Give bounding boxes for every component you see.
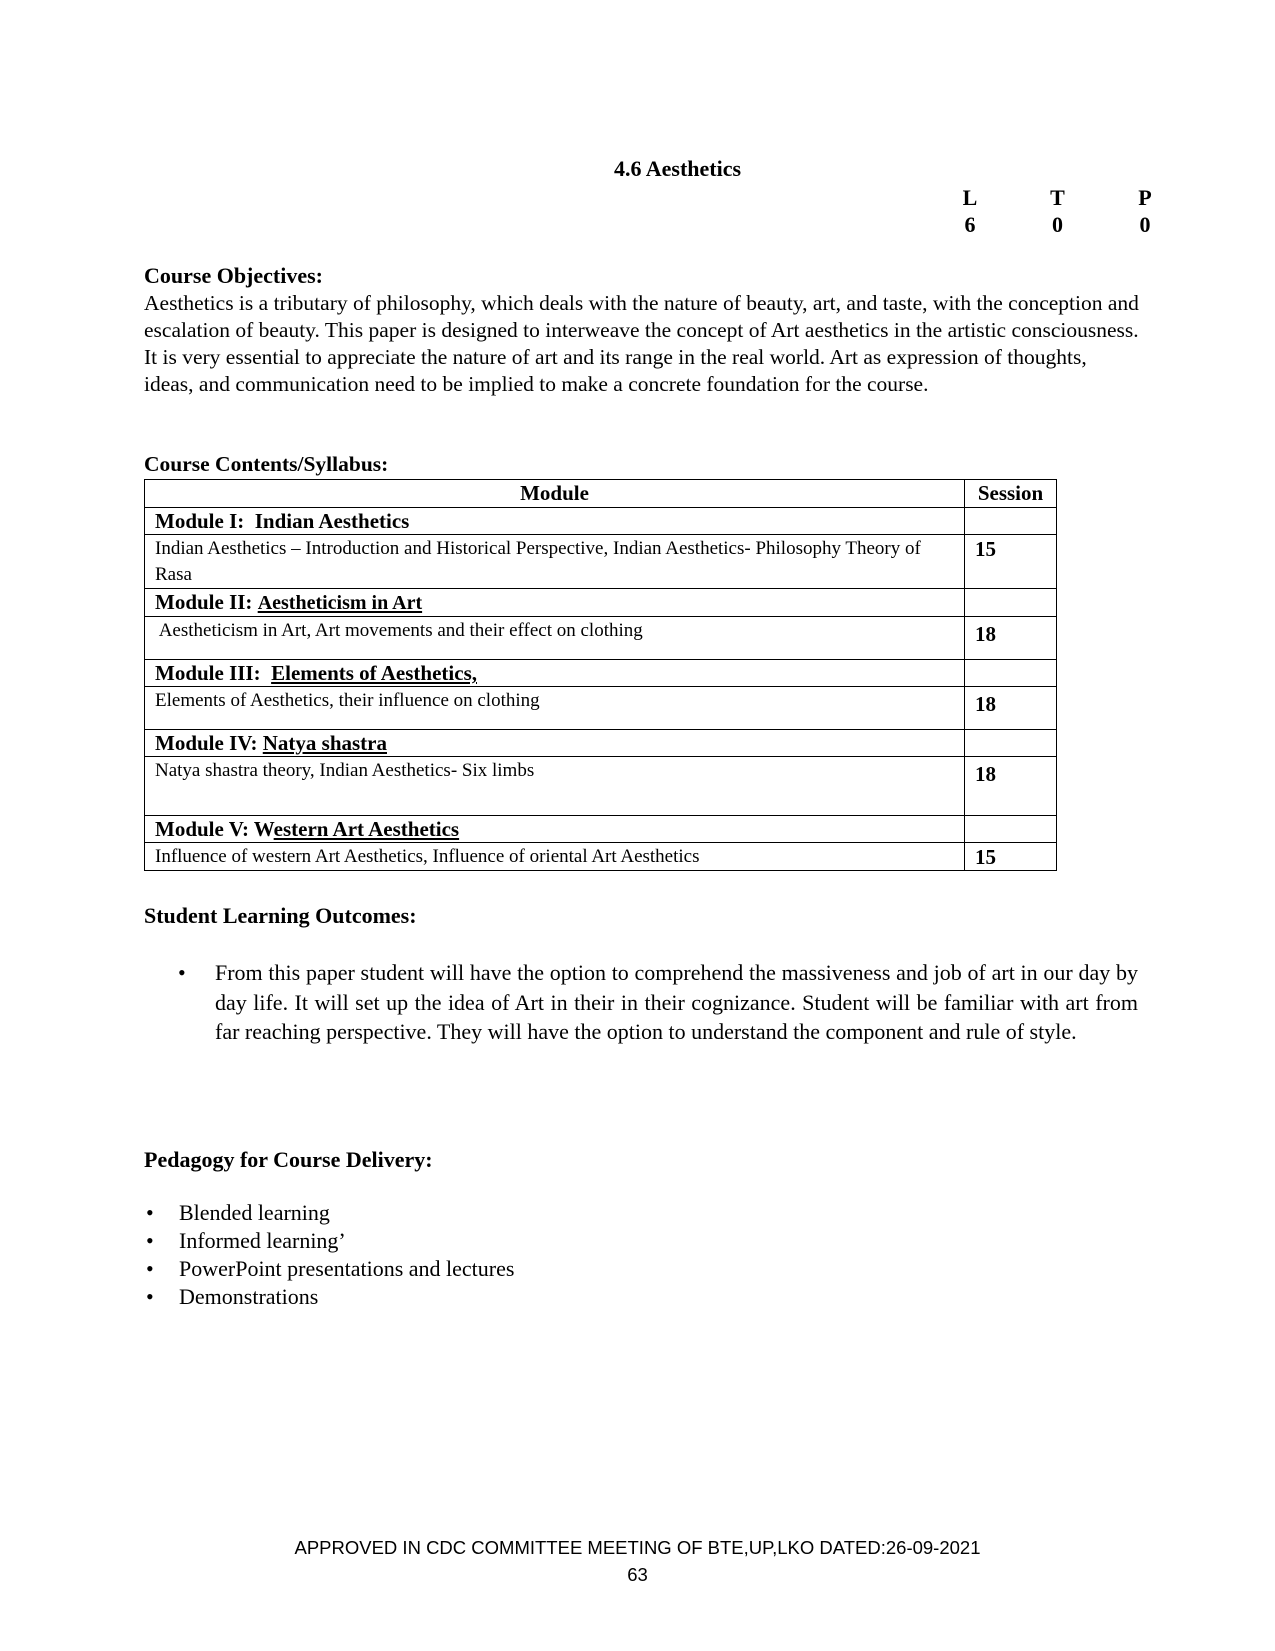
module-prefix: Module III: (155, 661, 272, 685)
pedagogy-list (144, 1199, 514, 1311)
module-detail-row (145, 757, 1057, 816)
module-title (145, 816, 965, 843)
ltp-header-p: P (1138, 185, 1152, 210)
module-detail-row (145, 687, 1057, 730)
ltp-header-t: T (1050, 185, 1065, 210)
module-name: Indian Aesthetics (254, 509, 410, 533)
module-title-row (145, 730, 1057, 757)
module-session: 15 (965, 535, 1057, 589)
module-description: Elements of Aesthetics, their influence on clothing (145, 687, 965, 730)
module-title-session-cell (965, 660, 1057, 687)
module-title-session-cell (965, 508, 1057, 535)
list-item (144, 1227, 514, 1255)
module-column-header: Module (145, 480, 965, 508)
module-title (145, 730, 965, 757)
list-item (144, 1255, 514, 1283)
objectives-heading: Course Objectives: (144, 263, 324, 288)
bullet-icon: • (178, 960, 186, 985)
module-description: Natya shastra theory, Indian Aesthetics- Six limbs (145, 757, 965, 816)
module-title-session-cell (965, 730, 1057, 757)
module-name: estern Art Aesthetics (273, 817, 460, 841)
bullet-icon: • (146, 1228, 154, 1253)
module-prefix: Module IV: (155, 731, 263, 755)
module-title (145, 589, 965, 617)
page-footer (0, 1534, 1275, 1588)
module-name: Natya shastra (262, 731, 387, 755)
module-detail-row (145, 843, 1057, 871)
outcome-text: From this paper student will have the option to comprehend the massiveness and job of art in our day by day life. It will set up the idea of Art in their in their cognizance. Student will be familiar with art from far reaching perspective. They will have the option to understand the component and rule of style. (215, 960, 1138, 1044)
module-session: 18 (965, 757, 1057, 816)
module-title (145, 508, 965, 535)
approval-note: APPROVED IN CDC COMMITTEE MEETING OF BTE,UP,LKO DATED:26-09-2021 (294, 1537, 981, 1558)
objectives-text: Aesthetics is a tributary of philosophy, which deals with the nature of beauty, art, and taste, with the conception and escalation of beauty. This paper is designed to interweave the concept of Art aesthetics in the artistic consciousness. It is very essential to appreciate the nature of art and its range in the real world. Art as expression of thoughts, ideas, and communication need to be implied to make a concrete foundation for the course. (144, 291, 1139, 396)
pedagogy-item: PowerPoint presentations and lectures (179, 1256, 515, 1281)
bullet-icon: • (146, 1200, 154, 1225)
module-description: Aestheticism in Art, Art movements and their effect on clothing (145, 617, 965, 660)
ltp-value-l: 6 (964, 212, 976, 237)
ltp-value-p: 0 (1139, 212, 1151, 237)
module-name: Aestheticism in Art (257, 592, 423, 614)
page-title: 4.6 Aesthetics (613, 156, 742, 181)
list-item (170, 958, 1138, 1047)
module-detail-row (145, 535, 1057, 589)
module-description: Indian Aesthetics – Introduction and Historical Perspective, Indian Aesthetics- Philosophy Theory of Rasa (145, 535, 965, 589)
module-prefix: Module V: W (155, 817, 274, 841)
ltp-header-l: L (962, 185, 978, 210)
outcomes-list (170, 958, 1138, 1047)
list-item (144, 1283, 514, 1311)
module-prefix: Module I: (155, 509, 255, 533)
module-detail-row (145, 617, 1057, 660)
list-item (144, 1199, 514, 1227)
syllabus-table (144, 479, 1057, 871)
ltp-value-t: 0 (1052, 212, 1063, 237)
module-title-row (145, 508, 1057, 535)
syllabus-heading: Course Contents/Syllabus: (144, 452, 389, 476)
outcomes-heading: Student Learning Outcomes: (144, 903, 417, 928)
pedagogy-item: Blended learning (179, 1200, 330, 1225)
pedagogy-item: Demonstrations (179, 1284, 319, 1309)
module-title-session-cell (965, 589, 1057, 617)
ltp-header-row (960, 184, 1155, 211)
module-title-row (145, 660, 1057, 687)
session-column-header: Session (965, 480, 1057, 508)
bullet-icon: • (146, 1284, 154, 1309)
pedagogy-heading: Pedagogy for Course Delivery: (144, 1147, 433, 1172)
module-session: 15 (965, 843, 1057, 871)
ltp-value-row (960, 211, 1155, 238)
module-session: 18 (965, 687, 1057, 730)
module-title (145, 660, 965, 687)
module-session: 18 (965, 617, 1057, 660)
ltp-credits (960, 184, 1155, 238)
module-prefix: Module II: (155, 590, 258, 614)
module-description: Influence of western Art Aesthetics, Influence of oriental Art Aesthetics (145, 843, 965, 871)
module-title-row (145, 589, 1057, 617)
pedagogy-item: Informed learning’ (179, 1228, 346, 1253)
module-title-session-cell (965, 816, 1057, 843)
module-name: Elements of Aesthetics, (271, 661, 477, 685)
page-number: 63 (627, 1564, 648, 1585)
module-title-row (145, 816, 1057, 843)
table-header-row (145, 480, 1057, 508)
bullet-icon: • (146, 1256, 154, 1281)
